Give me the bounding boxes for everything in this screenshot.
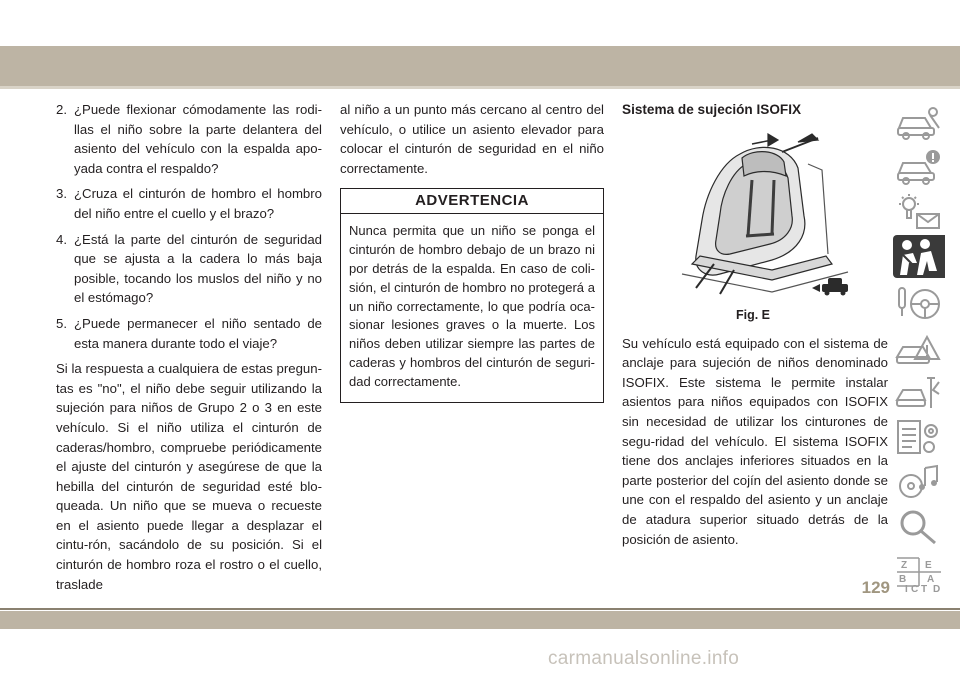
body-paragraph: al niño a un punto más cercano al centro del vehículo, o utilice un asiento elevador para colocar el cinturón de seguridad en el niño correctamente. <box>340 102 604 176</box>
question-text: ¿Puede permanecer el niño sentado de esta manera durante todo el viaje? <box>74 315 322 351</box>
tab-in-case-of-emergency[interactable] <box>893 325 945 368</box>
isofix-child-seat-illustration <box>622 124 884 304</box>
body-paragraph: Si la respuesta a cualquiera de estas pregun-tas es "no", el niño debe seguir utilizando la sujeción para niños de Grupo 2 o 3 en este vehículo. Si el niño utiliza el cinturón de caderas/hombro, compruebe periódicamente el ajuste del cinturón y asegúrese de que la hebilla del cinturón de seguridad esté blo-queada. Un niño que se mueva o recueste en el asiento puede llegar a desplazar el cintu-rón, sacándolo de su posición. Si el cinturón de hombro roza el rostro o el cuello, traslade <box>56 361 322 592</box>
question-text: ¿Cruza el cinturón de hombro el hombro del niño entre el cuello y el brazo? <box>74 186 322 221</box>
warning-title: ADVERTENCIA <box>341 189 603 214</box>
question-item: 5. ¿Puede permanecer el niño sentado de esta manera durante todo el viaje? <box>56 315 322 351</box>
index-letter: C <box>911 583 919 592</box>
steering-wheel-icon <box>895 282 943 322</box>
tab-index[interactable] <box>893 550 945 593</box>
tab-search[interactable] <box>893 505 945 548</box>
section-title: Sistema de sujeción ISOFIX <box>622 102 802 117</box>
column-right <box>622 100 888 549</box>
tab-servicing-maintenance[interactable] <box>893 370 945 413</box>
warning-lights-icon <box>895 192 943 232</box>
watermark-text: carmanualsonline.info <box>548 648 740 669</box>
child-seat-safety-icon <box>895 237 943 277</box>
question-item: 3. ¿Cruza el cinturón de hombro el hombro del niño entre el cuello y el brazo? <box>56 186 322 221</box>
tab-warning-lights[interactable] <box>893 190 945 233</box>
figure-label: Fig. E <box>735 308 771 322</box>
car-info-icon <box>895 147 943 187</box>
tab-instrument-panel[interactable] <box>893 145 945 188</box>
question-item: 4. ¿Está la parte del cinturón de seguridad que se ajusta a la cadera lo más baja posible, tocando los muslos del niño y no el estómago? <box>56 231 322 306</box>
index-letter: Z <box>901 559 908 571</box>
column-left <box>56 100 322 594</box>
multimedia-icon <box>895 462 943 502</box>
page-number: 129 <box>861 578 890 597</box>
warning-box <box>340 188 604 402</box>
tab-getting-to-know-vehicle[interactable] <box>893 100 945 143</box>
specifications-icon <box>895 417 943 457</box>
index-letter: T <box>921 583 928 592</box>
question-item: 2. ¿Puede flexionar cómodamente las rodi-llas el niño sobre la parte delantera del asiento del vehículo con la espalda apo-yada contra el respaldo? <box>56 102 322 176</box>
question-text: ¿Puede flexionar cómodamente las rodi-llas el niño sobre la parte delantera del asiento del vehículo con la espalda apo-yada contra el respaldo? <box>74 102 322 176</box>
warning-text: Nunca permita que un niño se ponga el cinturón de hombro debajo de un brazo ni por detrás de la espalda. En caso de coli-sión, el cinturón de hombro no protegerá a un niño correctamente, lo que podría oca-sionar lesiones graves o la muerte. Los niños deben utilizar siempre las partes de caderas y hombros del cinturón de seguri-dad correctamente. <box>349 223 595 389</box>
car-key-icon <box>895 102 943 142</box>
tab-multimedia[interactable] <box>893 460 945 503</box>
tab-safety[interactable] <box>893 235 945 278</box>
child-seat-drawing <box>622 124 884 304</box>
tab-technical-specifications[interactable] <box>893 415 945 458</box>
column-middle <box>340 100 604 403</box>
index-letter: E <box>925 559 932 571</box>
index-icon <box>895 552 943 592</box>
index-letter: B <box>899 573 907 585</box>
chapter-tabs <box>893 100 945 595</box>
header-band <box>0 46 960 86</box>
breakdown-triangle-icon <box>895 327 943 367</box>
index-letter: A <box>927 573 935 585</box>
body-paragraph: Su vehículo está equipado con el sistema de anclaje para sujeción de niños denominado ISOFIX. Este sistema le permite instalar asientos para niños equipados con ISOFIX sin necesidad de utilizar los cinturones de segu-ridad del vehículo. El sistema ISOFIX tiene dos anclajes inferiores situados en la parte posterior del cojín del asiento donde se une con el respaldo del asiento y un anclaje de atadura superior situado detrás de la posición de asiento. <box>622 335 888 547</box>
search-icon <box>895 507 943 547</box>
tab-starting-operating[interactable] <box>893 280 945 323</box>
question-text: ¿Está la parte del cinturón de seguridad que se ajusta a la cadera lo más baja posible, tocando los muslos del niño y no el estómago? <box>74 231 322 306</box>
index-letter: I <box>905 583 908 592</box>
index-letter: D <box>933 583 941 592</box>
maintenance-tools-icon <box>895 372 943 412</box>
footer-band <box>0 611 960 629</box>
